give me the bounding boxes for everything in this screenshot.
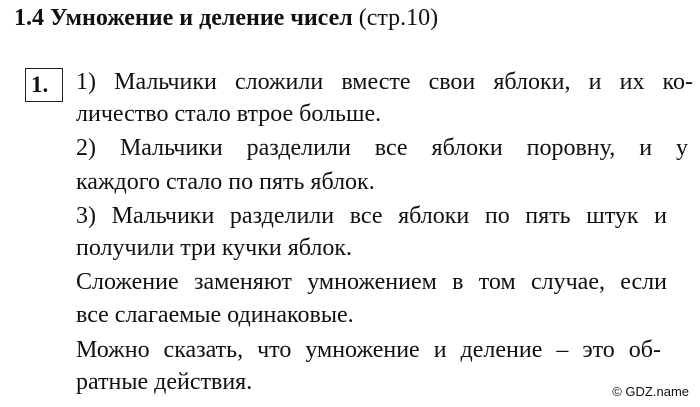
answer-line: получили три кучки яблок. [76,235,353,261]
watermark: © GDZ.name [612,384,689,399]
section-title: 1.4 Умножение и деление чисел [14,5,353,31]
answer-line: Сложение заменяют умножением в том случае, если [76,269,667,295]
answer-line: личество стало втрое больше. [76,101,382,127]
answer-line: каждого стало по пять яблок. [76,169,375,195]
task-number-box: 1. [25,68,63,102]
answer-line: Можно сказать, что умножение и деление – это об- [76,337,661,363]
answer-line: 2) Мальчики разделили все яблоки поровну, и у [76,135,688,161]
answer-line: 1) Мальчики сложили вместе свои яблоки, и их ко- [76,69,693,95]
page-reference: (стр.10) [358,5,439,31]
answer-line: все слагаемые одинаковые. [76,302,354,328]
answer-line: 3) Мальчики разделили все яблоки по пять штук и [76,203,667,229]
answer-line: ратные действия. [76,369,253,395]
